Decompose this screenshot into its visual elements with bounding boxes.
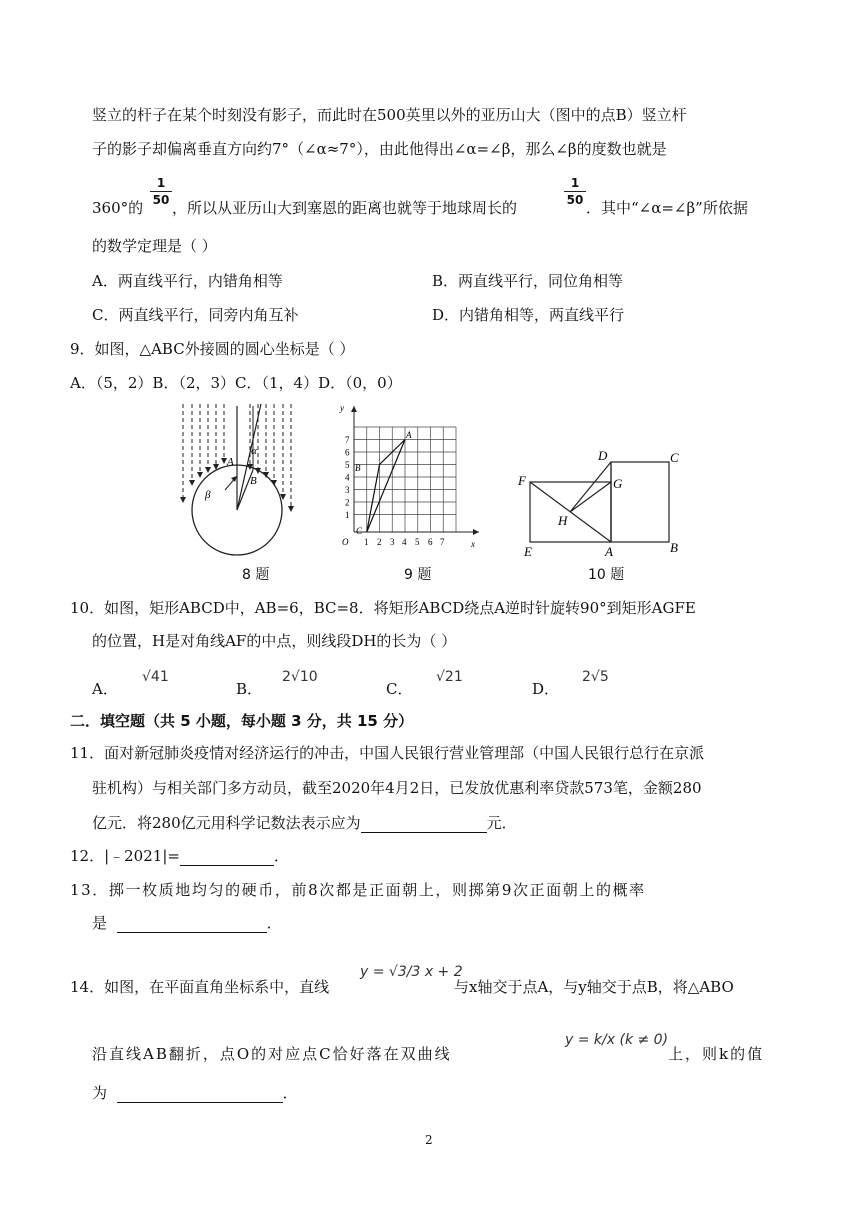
q10-option-b-value: 2√10 [282, 669, 318, 685]
q8-option-c: C．两直线平行，同旁内角互补 [92, 306, 299, 324]
svg-text:7: 7 [345, 435, 350, 445]
q13-line-1: 13．掷一枚质地均匀的硬币，前8次都是正面朝上，则掷第9次正面朝上的概率 [70, 881, 646, 899]
q8-line-4: 的数学定理是（ ） [92, 237, 217, 255]
q10-option-d-value: 2√5 [582, 669, 609, 685]
section-2-heading: 二．填空题（共 5 小题，每小题 3 分，共 15 分） [70, 712, 414, 730]
fig10-label-e: E [524, 544, 532, 559]
svg-text:6: 6 [428, 537, 433, 547]
svg-text:4: 4 [345, 472, 350, 483]
q8-line-3b: ，所以从亚历山大到塞恩的距离也就等于地球周长的 [172, 199, 518, 217]
q10-option-a-label: A． [92, 680, 118, 698]
q9-stem: 9．如图，△ABC外接圆的圆心坐标是（ ） [70, 340, 355, 358]
fig10-label-c: C [670, 450, 679, 465]
q11-line-1: 11．面对新冠肺炎疫情对经济运行的冲击，中国人民银行营业管理部（中国人民银行总行在京派 [70, 744, 705, 762]
fig8-label-b: B [250, 475, 257, 487]
fig10-label-d: D [598, 448, 608, 463]
svg-text:5: 5 [415, 537, 420, 547]
q8-line-3a: 360°的 [92, 199, 144, 217]
figure-9-coordinate-grid [334, 402, 484, 552]
fig10-label-g: G [613, 476, 623, 491]
figure-9-caption: 9 题 [404, 567, 432, 583]
fraction-1-50-a: 1 50 [150, 176, 172, 207]
figure-10-caption: 10 题 [588, 567, 625, 583]
fig8-label-beta: β [205, 489, 211, 501]
page-number: 2 [425, 1133, 433, 1147]
fig9-axis-y: y [340, 403, 344, 413]
fraction-1-50-b: 1 50 [564, 176, 586, 207]
fig9-axis-x: x [471, 539, 475, 549]
figure-8-diagram [175, 402, 300, 557]
q10-option-c-value: √21 [436, 669, 463, 685]
svg-text:1: 1 [364, 537, 369, 547]
fig9-point-c: C [356, 526, 363, 536]
q14-equation-hyperbola: y = k/x (k ≠ 0) [565, 1032, 669, 1048]
q10-option-a-value: √41 [142, 669, 169, 685]
q11-line-2: 驻机构）与相关部门多方动员，截至2020年4月2日，已发放优惠利率贷款573笔，金额280 [92, 779, 702, 797]
svg-text:6: 6 [345, 447, 350, 458]
q11-answer-blank[interactable] [361, 816, 487, 833]
fig10-label-b: B [670, 540, 678, 555]
svg-text:5: 5 [345, 460, 350, 470]
figure-10-rectangles [512, 444, 692, 559]
q10-line-2: 的位置，H是对角线AF的中点，则线段DH的长为（ ） [92, 632, 457, 650]
q10-option-d-label: D． [532, 680, 560, 698]
q14-line-2b: 上，则k的值 [668, 1045, 765, 1063]
q8-line-2: 子的影子却偏离垂直方向约7°（∠α≈7°），由此他得出∠α=∠β，那么∠β的度数也就是 [92, 140, 667, 158]
fig10-label-a: A [605, 544, 613, 559]
figure-8-caption: 8 题 [242, 567, 270, 583]
svg-text:3: 3 [345, 485, 350, 495]
fig9-origin: O [342, 537, 349, 547]
q10-option-b-label: B． [236, 680, 263, 698]
q10-line-1: 10．如图，矩形ABCD中，AB=6，BC=8．将矩形ABCD绕点A逆时针旋转90°到矩形AGFE [70, 599, 696, 617]
q10-option-c-label: C． [386, 680, 413, 698]
svg-text:3: 3 [390, 537, 395, 547]
svg-text:7: 7 [440, 537, 445, 547]
q8-line-1: 竖立的杆子在某个时刻没有影子，而此时在500英里以外的亚历山大（图中的点B）竖立杆 [92, 106, 687, 124]
q14-line-2a: 沿直线AB翻折，点O的对应点C恰好落在双曲线 [92, 1045, 452, 1063]
q14-answer-blank[interactable] [117, 1086, 283, 1103]
svg-text:1: 1 [345, 510, 350, 520]
fig10-label-f: F [518, 473, 526, 488]
q11-line-3: 亿元．将280亿元用科学记数法表示应为 元． [92, 814, 517, 832]
fig9-point-b: B [355, 463, 361, 473]
svg-text:2: 2 [377, 537, 382, 547]
fig9-point-a: A [406, 430, 412, 440]
q8-option-a: A．两直线平行，内错角相等 [92, 272, 283, 290]
svg-text:2: 2 [345, 497, 350, 508]
svg-text:4: 4 [402, 537, 407, 547]
q13-answer-blank[interactable] [117, 916, 267, 933]
q8-line-3c: ．其中“∠α=∠β”所依据 [586, 199, 748, 217]
q14-line-3: 为 ． [92, 1084, 298, 1102]
q8-option-d: D．内错角相等，两直线平行 [432, 306, 625, 324]
q8-option-b: B．两直线平行，同位角相等 [432, 272, 624, 290]
fig10-label-h: H [558, 513, 568, 528]
fig8-label-alpha: α [251, 445, 257, 457]
q9-options: A．（5，2）B．（2，3）C．（1，4）D．（0，0） [70, 374, 402, 392]
q13-line-2: 是 ． [92, 914, 282, 932]
q14-line-1b: 与x轴交于点A，与y轴交于点B，将△ABO [454, 978, 734, 996]
q14-line-1a: 14．如图，在平面直角坐标系中，直线 [70, 978, 330, 996]
q12-answer-blank[interactable] [180, 849, 274, 866]
q12-line: 12．|﹣2021|= ． [70, 847, 289, 865]
q14-equation-line: y = √3/3 x + 2 [360, 964, 463, 980]
fig8-label-a: A [227, 456, 234, 468]
